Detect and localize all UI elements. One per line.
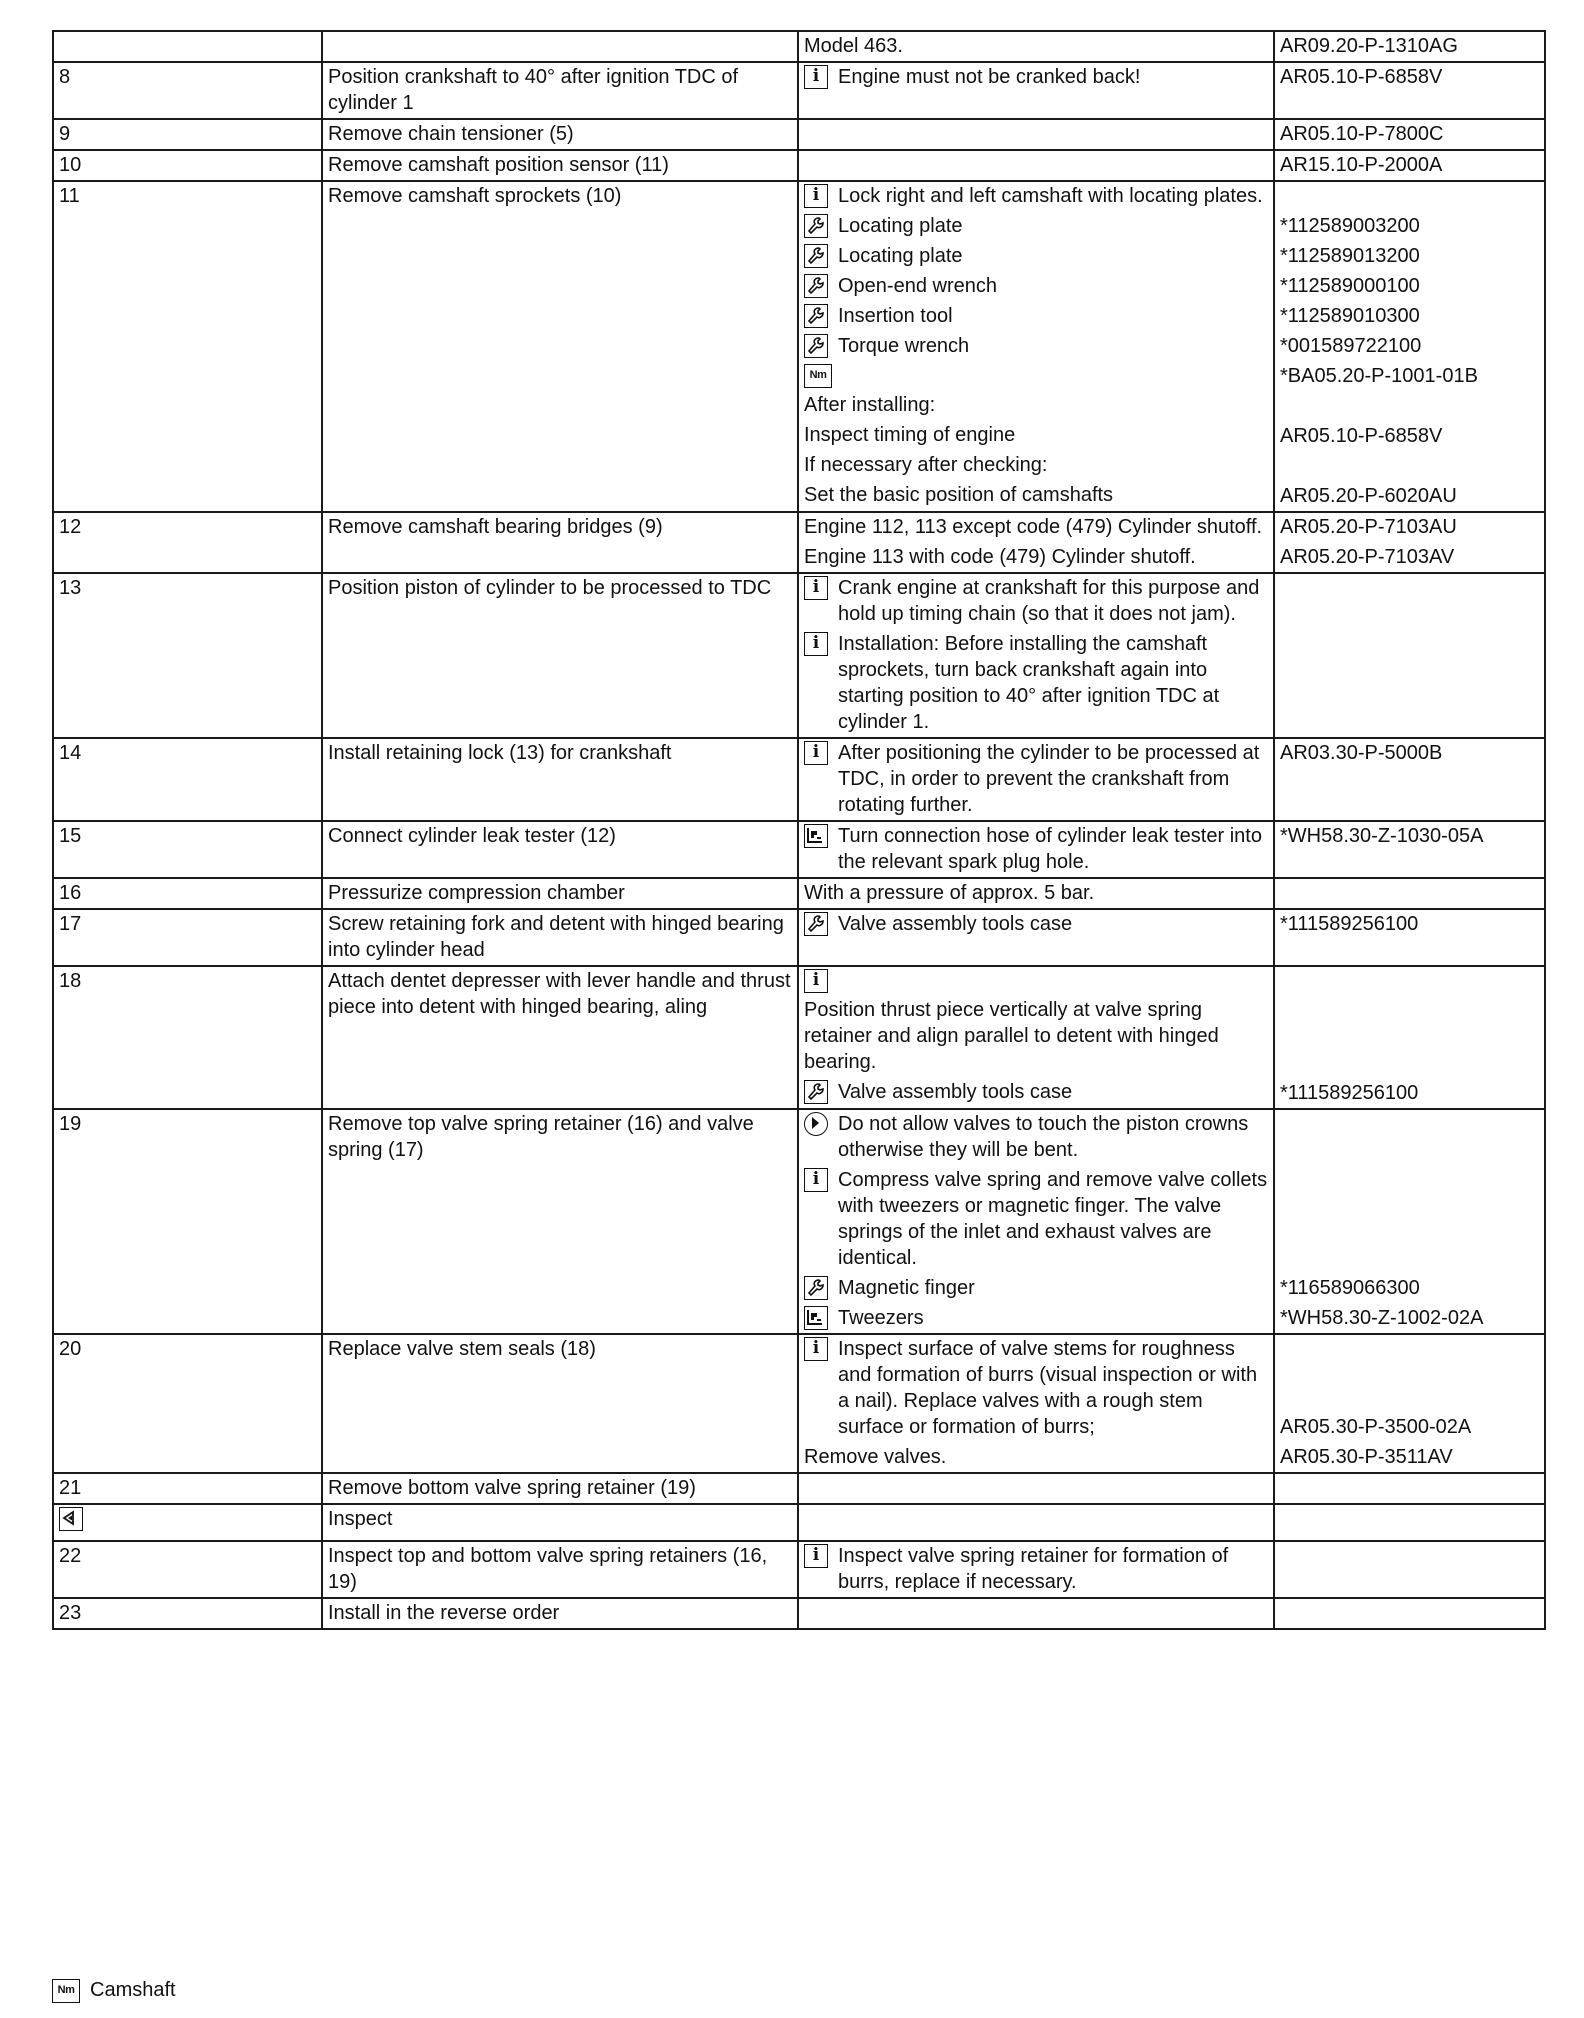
- step-description: Remove camshaft bearing bridges (9): [328, 516, 663, 538]
- step-number: 18: [59, 970, 82, 992]
- reference-cell: [1274, 738, 1545, 821]
- shop-equipment-icon: [804, 1306, 828, 1330]
- notes-cell: [798, 821, 1274, 878]
- reference-line: [1280, 453, 1539, 479]
- note-text: Open-end wrench: [838, 275, 997, 297]
- info-icon: i: [804, 184, 828, 208]
- step-number-cell: [53, 150, 322, 181]
- step-description: Install retaining lock (13) for crankshaft: [328, 742, 672, 764]
- note-line: [804, 183, 1268, 209]
- document-reference: AR15.10-P-2000A: [1280, 154, 1443, 176]
- note-text: Crank engine at crankshaft for this purpose and hold up timing chain (so that it does not jam).: [838, 577, 1260, 625]
- note-text: After positioning the cylinder to be processed at TDC, in order to prevent the crankshaft from rotating further.: [838, 742, 1260, 816]
- step-number: 22: [59, 1545, 82, 1567]
- notes-cell: [798, 1109, 1274, 1334]
- note-line: [804, 1444, 1268, 1470]
- note-line: [804, 422, 1268, 448]
- note-text: Engine must not be cranked back!: [838, 66, 1141, 88]
- step-description-cell: [322, 181, 798, 512]
- table-row: [53, 1109, 1545, 1334]
- step-number-cell: [53, 512, 322, 573]
- step-description: Attach dentet depresser with lever handle and thrust piece into detent with hinged bearing, aling: [328, 970, 791, 1018]
- document-reference: *111589256100: [1280, 913, 1419, 935]
- step-number-cell: [53, 62, 322, 119]
- step-number-cell: [53, 1109, 322, 1334]
- step-number: 21: [59, 1477, 82, 1499]
- notes-cell: [798, 909, 1274, 966]
- reference-line: *112589013200: [1280, 245, 1420, 267]
- note-line: [804, 968, 1268, 993]
- step-description: Install in the reverse order: [328, 1602, 560, 1624]
- note-line: [804, 333, 1268, 359]
- table-row: [53, 878, 1545, 909]
- step-description-cell: [322, 1598, 798, 1629]
- step-number: 10: [59, 154, 82, 176]
- reference-line: [1280, 1167, 1539, 1271]
- note-line: [804, 880, 1268, 906]
- info-icon: i: [804, 65, 828, 89]
- footer-legend: [52, 1978, 176, 2003]
- step-number-cell: [53, 1334, 322, 1473]
- note-text: Compress valve spring and remove valve collets with tweezers or magnetic finger. The valve springs of the inlet and exhaust valves are identical.: [838, 1169, 1268, 1269]
- step-number: 11: [59, 185, 80, 207]
- reference-cell: [1274, 512, 1545, 573]
- step-number: 19: [59, 1113, 82, 1135]
- reference-cell: [1274, 1109, 1545, 1334]
- reference-line: *001589722100: [1280, 335, 1422, 357]
- table-row: [53, 62, 1545, 119]
- reference-line: *112589000100: [1280, 275, 1420, 297]
- note-line: [804, 1111, 1268, 1163]
- step-description-cell: [322, 31, 798, 62]
- reference-cell: [1274, 821, 1545, 878]
- table-row: [53, 181, 1545, 512]
- torque-icon: Nm: [804, 364, 832, 388]
- reference-line: *WH58.30-Z-1002-02A: [1280, 1307, 1484, 1329]
- note-line: [804, 1079, 1268, 1105]
- reference-cell: [1274, 1541, 1545, 1598]
- special-tool-icon: [804, 274, 828, 298]
- note-text: After installing:: [804, 394, 936, 416]
- note-text: Locating plate: [838, 215, 963, 237]
- step-description: Remove chain tensioner (5): [328, 123, 574, 145]
- info-icon: i: [804, 632, 828, 656]
- note-text: Inspect timing of engine: [804, 424, 1016, 446]
- step-description-cell: [322, 512, 798, 573]
- note-text: Magnetic finger: [838, 1277, 975, 1299]
- info-icon: i: [804, 1544, 828, 1568]
- reference-line: *112589010300: [1280, 305, 1420, 327]
- note-text: Model 463.: [804, 35, 903, 57]
- reference-line: *BA05.20-P-1001-01B: [1280, 365, 1478, 387]
- notes-cell: [798, 966, 1274, 1109]
- torque-icon: Nm: [52, 1979, 80, 2003]
- step-description-cell: [322, 878, 798, 909]
- note-line: [804, 1543, 1268, 1595]
- notes-cell: [798, 62, 1274, 119]
- note-line: [804, 823, 1268, 875]
- note-line: [804, 514, 1268, 540]
- table-row: [53, 31, 1545, 62]
- note-text: Installation: Before installing the camshaft sprockets, turn back crankshaft again into starting position to 40° after ignition TDC at cylinder 1.: [838, 633, 1220, 733]
- step-number-cell: [53, 878, 322, 909]
- note-line: [804, 363, 1268, 388]
- info-icon: i: [804, 576, 828, 600]
- document-reference: AR05.10-P-7800C: [1280, 123, 1444, 145]
- step-number-cell: [53, 1541, 322, 1598]
- note-text: Set the basic position of camshafts: [804, 484, 1114, 506]
- table-row: [53, 1541, 1545, 1598]
- table-row: [53, 966, 1545, 1109]
- notes-cell: [798, 150, 1274, 181]
- reference-line: *116589066300: [1280, 1277, 1420, 1299]
- step-description-cell: [322, 821, 798, 878]
- note-line: [804, 273, 1268, 299]
- reference-cell: [1274, 181, 1545, 512]
- note-line: [804, 482, 1268, 508]
- step-description: Inspect top and bottom valve spring retainers (16, 19): [328, 1545, 768, 1593]
- procedure-table: [52, 30, 1546, 1630]
- note-text: Locating plate: [838, 245, 963, 267]
- shop-equipment-icon: [804, 824, 828, 848]
- table-row: [53, 821, 1545, 878]
- info-icon: i: [804, 969, 828, 993]
- note-line: [804, 452, 1268, 478]
- note-line: [804, 911, 1268, 937]
- reference-line: [1280, 998, 1539, 1076]
- special-tool-icon: [804, 1080, 828, 1104]
- step-description-cell: [322, 738, 798, 821]
- table-row: [53, 1504, 1545, 1541]
- table-row: [53, 512, 1545, 573]
- reference-cell: [1274, 119, 1545, 150]
- reference-line: AR05.20-P-7103AU: [1280, 516, 1457, 538]
- notes-cell: [798, 119, 1274, 150]
- info-icon: i: [804, 741, 828, 765]
- step-description: Replace valve stem seals (18): [328, 1338, 596, 1360]
- note-line: [804, 997, 1268, 1075]
- note-text: Valve assembly tools case: [838, 1081, 1073, 1103]
- note-line: [804, 544, 1268, 570]
- step-number-cell: [53, 119, 322, 150]
- note-text: With a pressure of approx. 5 bar.: [804, 882, 1095, 904]
- note-text: Engine 113 with code (479) Cylinder shutoff.: [804, 546, 1196, 568]
- step-number-cell: [53, 738, 322, 821]
- step-number-cell: [53, 1504, 322, 1541]
- special-tool-icon: [804, 304, 828, 328]
- notes-cell: [798, 1334, 1274, 1473]
- step-description-cell: [322, 119, 798, 150]
- special-tool-icon: [804, 214, 828, 238]
- step-number-cell: [53, 1473, 322, 1504]
- step-description: Remove top valve spring retainer (16) and valve spring (17): [328, 1113, 754, 1161]
- notes-cell: [798, 1541, 1274, 1598]
- reference-cell: [1274, 62, 1545, 119]
- note-text: Remove valves.: [804, 1446, 947, 1468]
- reference-cell: [1274, 1598, 1545, 1629]
- step-description: Connect cylinder leak tester (12): [328, 825, 616, 847]
- note-line: [804, 303, 1268, 329]
- special-tool-icon: [804, 912, 828, 936]
- table-row: [53, 150, 1545, 181]
- note-line: [804, 392, 1268, 418]
- step-description-cell: [322, 1504, 798, 1541]
- caution-icon: [804, 1112, 828, 1136]
- step-number-cell: [53, 966, 322, 1109]
- step-description-cell: [322, 966, 798, 1109]
- note-line: [804, 1336, 1268, 1440]
- step-number: 15: [59, 825, 82, 847]
- step-number: 8: [59, 66, 71, 88]
- table-row: [53, 119, 1545, 150]
- step-number: 14: [59, 742, 82, 764]
- step-description-cell: [322, 573, 798, 738]
- step-number-cell: [53, 573, 322, 738]
- document-reference: *WH58.30-Z-1030-05A: [1280, 825, 1484, 847]
- reference-cell: [1274, 31, 1545, 62]
- reference-cell: [1274, 966, 1545, 1109]
- step-number: 9: [59, 123, 71, 145]
- note-text: Inspect valve spring retainer for formation of burrs, replace if necessary.: [838, 1545, 1229, 1593]
- step-number-cell: [53, 1598, 322, 1629]
- notes-cell: [798, 512, 1274, 573]
- note-line: [804, 243, 1268, 269]
- notes-cell: [798, 31, 1274, 62]
- step-description: Position piston of cylinder to be processed to TDC: [328, 577, 772, 599]
- info-icon: i: [804, 1337, 828, 1361]
- note-line: [804, 213, 1268, 239]
- note-text: Engine 112, 113 except code (479) Cylinder shutoff.: [804, 516, 1263, 538]
- step-number: 12: [59, 516, 82, 538]
- reference-line: AR05.20-P-7103AV: [1280, 546, 1455, 568]
- step-description-cell: [322, 1334, 798, 1473]
- step-number-cell: [53, 181, 322, 512]
- reference-line: [1280, 183, 1539, 209]
- notes-cell: [798, 738, 1274, 821]
- reference-line: AR05.20-P-6020AU: [1280, 485, 1457, 507]
- reference-cell: [1274, 1473, 1545, 1504]
- document-reference: AR03.30-P-5000B: [1280, 742, 1443, 764]
- table-row: [53, 738, 1545, 821]
- reference-line: *111589256100: [1280, 1082, 1419, 1104]
- step-description: Remove bottom valve spring retainer (19): [328, 1477, 696, 1499]
- step-description: Screw retaining fork and detent with hinged bearing into cylinder head: [328, 913, 784, 961]
- step-number: 20: [59, 1338, 82, 1360]
- step-description-cell: [322, 62, 798, 119]
- note-line: [804, 64, 1268, 90]
- note-text: Valve assembly tools case: [838, 913, 1073, 935]
- special-tool-icon: [804, 334, 828, 358]
- inspect-icon: [59, 1507, 83, 1531]
- reference-line: AR05.10-P-6858V: [1280, 425, 1443, 447]
- reference-cell: [1274, 878, 1545, 909]
- reference-cell: [1274, 909, 1545, 966]
- note-line: [804, 1167, 1268, 1271]
- step-description-cell: [322, 150, 798, 181]
- step-number-cell: [53, 821, 322, 878]
- step-number: 16: [59, 882, 82, 904]
- note-text: Torque wrench: [838, 335, 970, 357]
- table-row: [53, 1473, 1545, 1504]
- note-text: Turn connection hose of cylinder leak tester into the relevant spark plug hole.: [838, 825, 1262, 873]
- step-description-cell: [322, 1473, 798, 1504]
- reference-cell: [1274, 150, 1545, 181]
- step-description: Inspect: [328, 1508, 393, 1530]
- note-line: [804, 575, 1268, 627]
- notes-cell: [798, 1473, 1274, 1504]
- reference-line: *112589003200: [1280, 215, 1420, 237]
- special-tool-icon: [804, 1276, 828, 1300]
- step-description-cell: [322, 909, 798, 966]
- notes-cell: [798, 878, 1274, 909]
- table-row: [53, 909, 1545, 966]
- reference-cell: [1274, 1504, 1545, 1541]
- reference-line: [1280, 968, 1539, 994]
- reference-cell: [1274, 1334, 1545, 1473]
- footer-text: Camshaft: [90, 1979, 176, 2001]
- note-line: [804, 33, 1268, 59]
- table-row: [53, 573, 1545, 738]
- note-text: Inspect surface of valve stems for roughness and formation of burrs (visual inspection or with a nail). Replace valves with a rough stem surface or formation of burrs;: [838, 1338, 1258, 1438]
- note-line: [804, 1275, 1268, 1301]
- note-text: Tweezers: [838, 1307, 924, 1329]
- special-tool-icon: [804, 244, 828, 268]
- step-number: 13: [59, 577, 82, 599]
- step-number: 23: [59, 1602, 82, 1624]
- note-text: Insertion tool: [838, 305, 953, 327]
- step-description-cell: [322, 1109, 798, 1334]
- reference-line: [1280, 1111, 1539, 1163]
- step-number: 17: [59, 913, 82, 935]
- reference-line: AR05.30-P-3511AV: [1280, 1446, 1453, 1468]
- step-description: Remove camshaft sprockets (10): [328, 185, 622, 207]
- note-text: Position thrust piece vertically at valve spring retainer and align parallel to detent with hinged bearing.: [804, 999, 1219, 1073]
- step-description: Position crankshaft to 40° after ignition TDC of cylinder 1: [328, 66, 739, 114]
- step-description-cell: [322, 1541, 798, 1598]
- note-line: [804, 631, 1268, 735]
- notes-cell: [798, 181, 1274, 512]
- note-text: Do not allow valves to touch the piston crowns otherwise they will be bent.: [838, 1113, 1249, 1161]
- procedure-sheet: [52, 30, 1544, 1630]
- reference-cell: [1274, 573, 1545, 738]
- notes-cell: [798, 1598, 1274, 1629]
- note-line: [804, 1305, 1268, 1331]
- reference-line: AR05.30-P-3500-02A: [1280, 1416, 1472, 1438]
- document-reference: AR09.20-P-1310AG: [1280, 35, 1458, 57]
- note-text: If necessary after checking:: [804, 454, 1048, 476]
- step-description: Pressurize compression chamber: [328, 882, 625, 904]
- notes-cell: [798, 1504, 1274, 1541]
- step-number-cell: [53, 909, 322, 966]
- note-line: [804, 740, 1268, 818]
- reference-line: [1280, 393, 1539, 419]
- document-reference: AR05.10-P-6858V: [1280, 66, 1443, 88]
- step-number-cell: [53, 31, 322, 62]
- table-row: [53, 1598, 1545, 1629]
- step-description: Remove camshaft position sensor (11): [328, 154, 669, 176]
- info-icon: i: [804, 1168, 828, 1192]
- table-row: [53, 1334, 1545, 1473]
- note-text: Lock right and left camshaft with locating plates.: [838, 185, 1263, 207]
- notes-cell: [798, 573, 1274, 738]
